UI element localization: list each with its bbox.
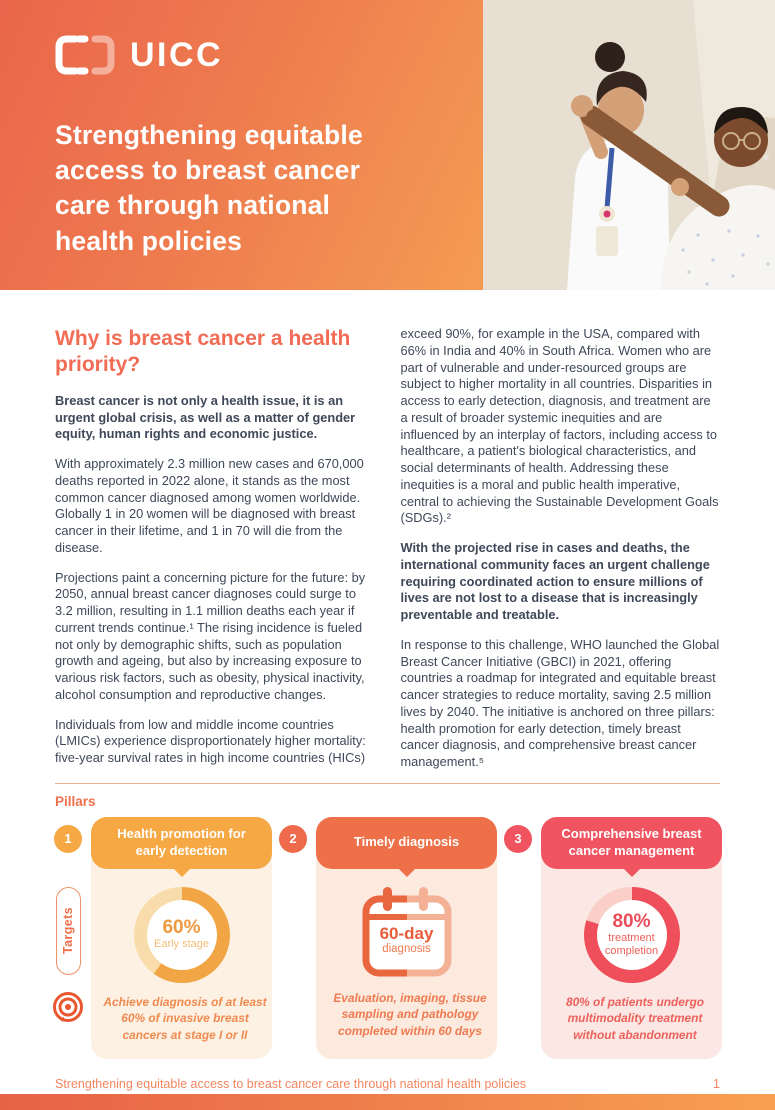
pillars-label: Pillars [55, 793, 96, 809]
pillar-2-title: Timely diagnosis [316, 817, 497, 869]
pillar-2-number-badge: 2 [279, 825, 307, 853]
paragraph: In response to this challenge, WHO launched the Global Breast Cancer Initiative (GBCI) in 2021, offering countries a roadmap for integrated and equitable breast cancer strategies to reduce mortality, saving 2.5 million lives by 2040. The initiative is anchored on three pillars: health promotion for early detection, timely breast cancer diagnosis, and comprehensive breast cancer management.⁵ [400, 636, 720, 769]
article-right-column [401, 326, 721, 771]
uicc-logo-icon [55, 34, 117, 76]
pillar-1-body [91, 869, 272, 1059]
section-divider [55, 783, 720, 784]
pillar-2-target [355, 925, 459, 956]
pillar-3-donut-chart [584, 887, 680, 983]
pillar-1-donut-chart [134, 887, 230, 983]
pillar-1-card [91, 817, 272, 1059]
article [0, 326, 775, 1091]
pillar-2-target-value: 60-day [379, 923, 434, 943]
pillar-2 [278, 817, 497, 1059]
pillar-2-description: Evaluation, imaging, tissue sampling and pathology completed within 60 days [333, 990, 487, 1039]
pillar-3-body [541, 869, 722, 1059]
paragraph: With the projected rise in cases and deaths, the international community faces an urgent challenge requiring coordinated action to ensure millions of lives are not lost to a disease that is increasingly preventable and treatable. [400, 540, 710, 622]
target-bullseye-icon [51, 991, 85, 1030]
pillar-3-donut-center [597, 900, 667, 970]
uicc-logo [55, 34, 223, 76]
pillar-1-description: Achieve diagnosis of at least 60% of invasive breast cancers at stage I or II [103, 994, 267, 1043]
pillar-2-body [316, 869, 497, 1055]
pillar-2-rail [278, 817, 308, 1059]
pillar-1-target-caption: Early stage [153, 938, 210, 951]
article-columns [55, 326, 720, 771]
paragraph: With approximately 2.3 million new cases and 670,000 deaths reported in 2022 alone, it stands as the most common cancer diagnosed among women worldwide. Globally 1 in 20 women will be diagnosed with breast cancer in their lifetime, and 1 in 70 will die from the disease. [55, 456, 364, 555]
pillar-3-number-badge: 3 [504, 825, 532, 853]
pillar-2-target-caption: diagnosis [382, 943, 431, 956]
pillar-3 [503, 817, 722, 1059]
targets-pill [56, 887, 81, 975]
pillars-grid [53, 817, 722, 1059]
pillar-1-rail [53, 817, 83, 1059]
pillar-3-title: Comprehensive breast cancer management [541, 817, 722, 869]
footer-title: Strengthening equitable access to breast cancer care through national health policies [55, 1076, 527, 1091]
pillar-1-donut-center [147, 900, 217, 970]
pillar-1-target-value: 60% [162, 917, 201, 939]
calendar-icon [355, 885, 459, 981]
bottom-accent-bar [0, 1094, 775, 1110]
pillar-3-card [541, 817, 722, 1059]
hero-photo [483, 0, 775, 290]
targets-label: Targets [61, 907, 75, 955]
pillars-section [53, 794, 722, 1059]
paragraph: Projections paint a concerning picture for the future: by 2050, annual breast cancer diagnoses could surge to 3.2 million, resulting in 1.1 million deaths each year if current trends continue.¹ The rising incidence is fueled not only by demographic shifts, such as population growth and ageing, but also by increasing exposure to various risk factors, such as obesity, physical inactivity, alcohol consumption and reproductive changes. [55, 569, 366, 702]
pillar-3-target-caption: treatment completion [604, 932, 659, 957]
paragraph: Breast cancer is not only a health issue, it is an urgent global crisis, as well as a matter of gender equity, human rights and economic justice. [55, 392, 356, 442]
pillar-2-card [316, 817, 497, 1059]
article-left-column [55, 326, 375, 771]
pillar-1-number-badge: 1 [54, 825, 82, 853]
footer-page-number: 1 [713, 1076, 720, 1091]
pillar-1 [53, 817, 272, 1059]
section-heading: Why is breast cancer a health priority? [55, 327, 351, 377]
uicc-logo-text: UICC [130, 36, 224, 74]
paragraph: exceed 90%, for example in the USA, compared with 66% in India and 40% in South Africa. Women who are part of vulnerable and under-resourced groups are subject to higher mortality in all countries. Disparities in access to early detection, diagnosis, and treatment are a result of broader systemic inequities and are influenced by an interplay of factors, including access to healthcare, a patient's biological characteristics, and social determinants of health. Addressing these inequities is a moral and public health imperative, central to achieving the Sustainable Development Goals (SDGs).² [400, 326, 719, 526]
pillar-1-title: Health promotion for early detection [91, 817, 272, 869]
report-title: Strengthening equitable access to breast cancer care through national health policies [55, 120, 363, 256]
pillar-3-target-value: 80% [612, 911, 651, 933]
pillar-3-description: 80% of patients undergo multimodality treatment without abandonment [565, 994, 705, 1043]
page-footer [55, 1077, 720, 1091]
pillar-3-rail [503, 817, 533, 1059]
hero-banner [0, 0, 775, 290]
paragraph: Individuals from low and middle income countries (LMICs) experience disproportionately higher mortality: five-year survival rates in high income countries (HICs) [55, 716, 366, 766]
